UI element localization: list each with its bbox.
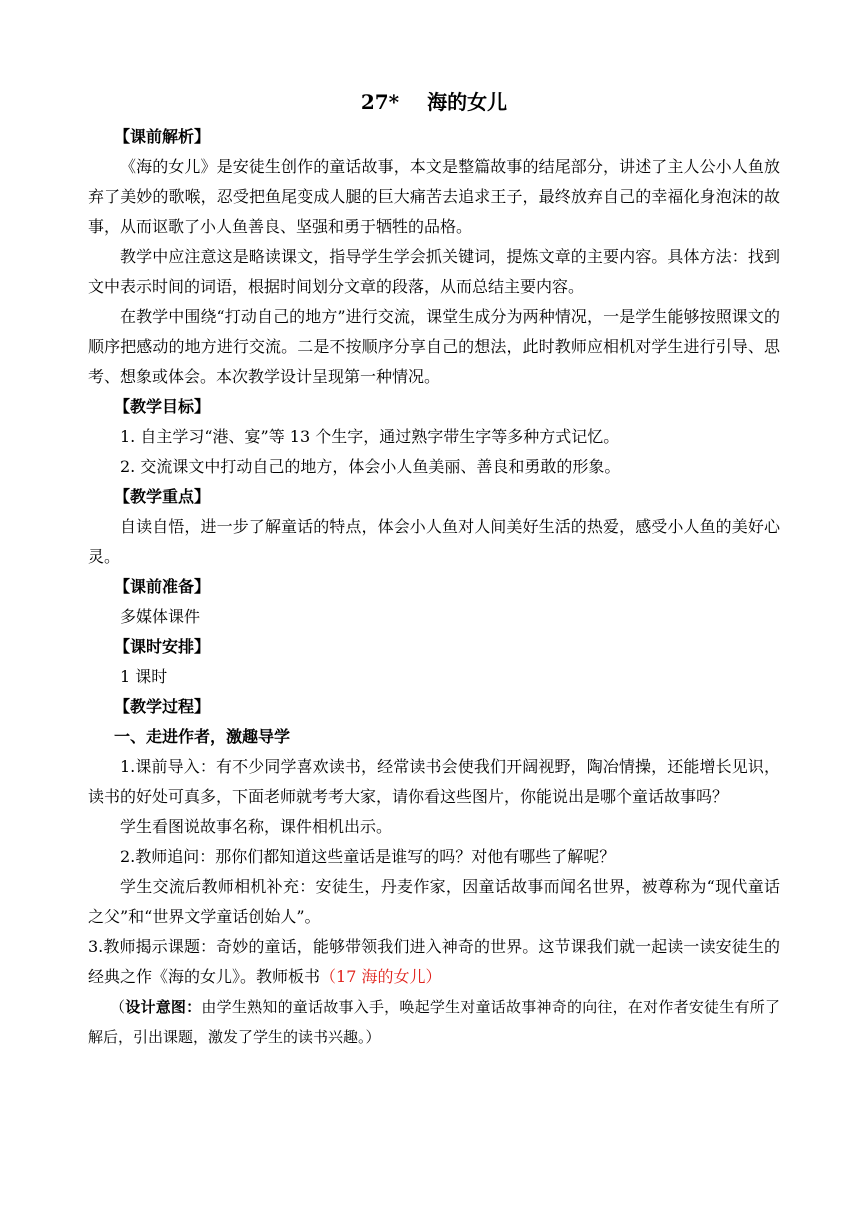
process-step-heading: 一、走进作者，激趣导学 (114, 727, 291, 746)
schedule-text: 1 课时 (120, 667, 168, 686)
title-text: 海的女儿 (427, 90, 508, 114)
goal-item-1: 1. 自主学习“港、宴”等 13 个生字，通过熟字带生字等多种方式记忆。 (120, 427, 620, 446)
note-text: 由学生熟知的童话故事入手，唤起学生对童话故事神奇的向往，在对作者安徒生有所了解后，引出课题，激发了学生的读书兴趣。） (88, 998, 780, 1046)
goal-item-2: 2. 交流课文中打动自己的地方，体会小人鱼美丽、善良和勇敢的形象。 (120, 457, 621, 476)
process-paragraph-1: 1.课前导入：有不少同学喜欢读书，经常读书会使我们开阔视野，陶冶情操，还能增长见识，读书的好处可真多，下面老师就考考大家，请你看这些图片，你能说出是哪个童话故事吗？ (88, 757, 780, 806)
note-open: （ (110, 998, 126, 1016)
section-heading-schedule: 【课时安排】 (114, 637, 211, 656)
process-paragraph-3-text: 3.教师揭示课题：奇妙的童话，能够带领我们进入神奇的世界。这节课我们就一起读一读安徒生的经典之作《海的女儿》。教师板书 (88, 937, 780, 986)
note-label: 设计意图： (125, 998, 202, 1016)
analysis-paragraph-2: 教学中应注意这是略读课文，指导学生学会抓关键词，提炼文章的主要内容。具体方法：找到文中表示时间的词语，根据时间划分文章的段落，从而总结主要内容。 (88, 247, 780, 296)
document-page (88, 86, 780, 1052)
section-heading-process: 【教学过程】 (114, 697, 211, 716)
section-heading-focus: 【教学重点】 (114, 487, 211, 506)
section-heading-analysis: 【课前解析】 (114, 127, 211, 146)
process-paragraph-2: 2.教师追问：那你们都知道这些童话是谁写的吗？对他有哪些了解呢？ (120, 847, 616, 866)
analysis-paragraph-3: 在教学中围绕“打动自己的地方”进行交流，课堂生成分为两种情况，一是学生能够按照课文的顺序把感动的地方进行交流。二是不按顺序分享自己的想法，此时教师应相机对学生进行引导、思考、想象或体会。本次教学设计呈现第一种情况。 (88, 307, 780, 386)
process-paragraph-1b: 学生看图说故事名称，课件相机出示。 (120, 817, 393, 836)
process-paragraph-3 (88, 932, 780, 992)
focus-paragraph: 自读自悟，进一步了解童话的特点，体会小人鱼对人间美好生活的热爱，感受小人鱼的美好心灵。 (88, 517, 780, 566)
section-heading-prep: 【课前准备】 (114, 577, 211, 596)
design-intent-note (88, 992, 780, 1052)
board-writing-red: （17 海的女儿） (320, 967, 442, 986)
title-number: 27* (360, 90, 400, 114)
prep-text: 多媒体课件 (120, 607, 201, 626)
page-title (88, 86, 780, 118)
analysis-paragraph-1: 《海的女儿》是安徒生创作的童话故事，本文是整篇故事的结尾部分，讲述了主人公小人鱼放弃了美妙的歌喉，忍受把鱼尾变成人腿的巨大痛苦去追求王子，最终放弃自己的幸福化身泡沫的故事，从而讴歌了小人鱼善良、坚强和勇于牺牲的品格。 (88, 157, 780, 236)
section-heading-goals: 【教学目标】 (114, 397, 211, 416)
process-paragraph-2b: 学生交流后教师相机补充：安徒生，丹麦作家，因童话故事而闻名世界，被尊称为“现代童话之父”和“世界文学童话创始人”。 (88, 877, 780, 926)
